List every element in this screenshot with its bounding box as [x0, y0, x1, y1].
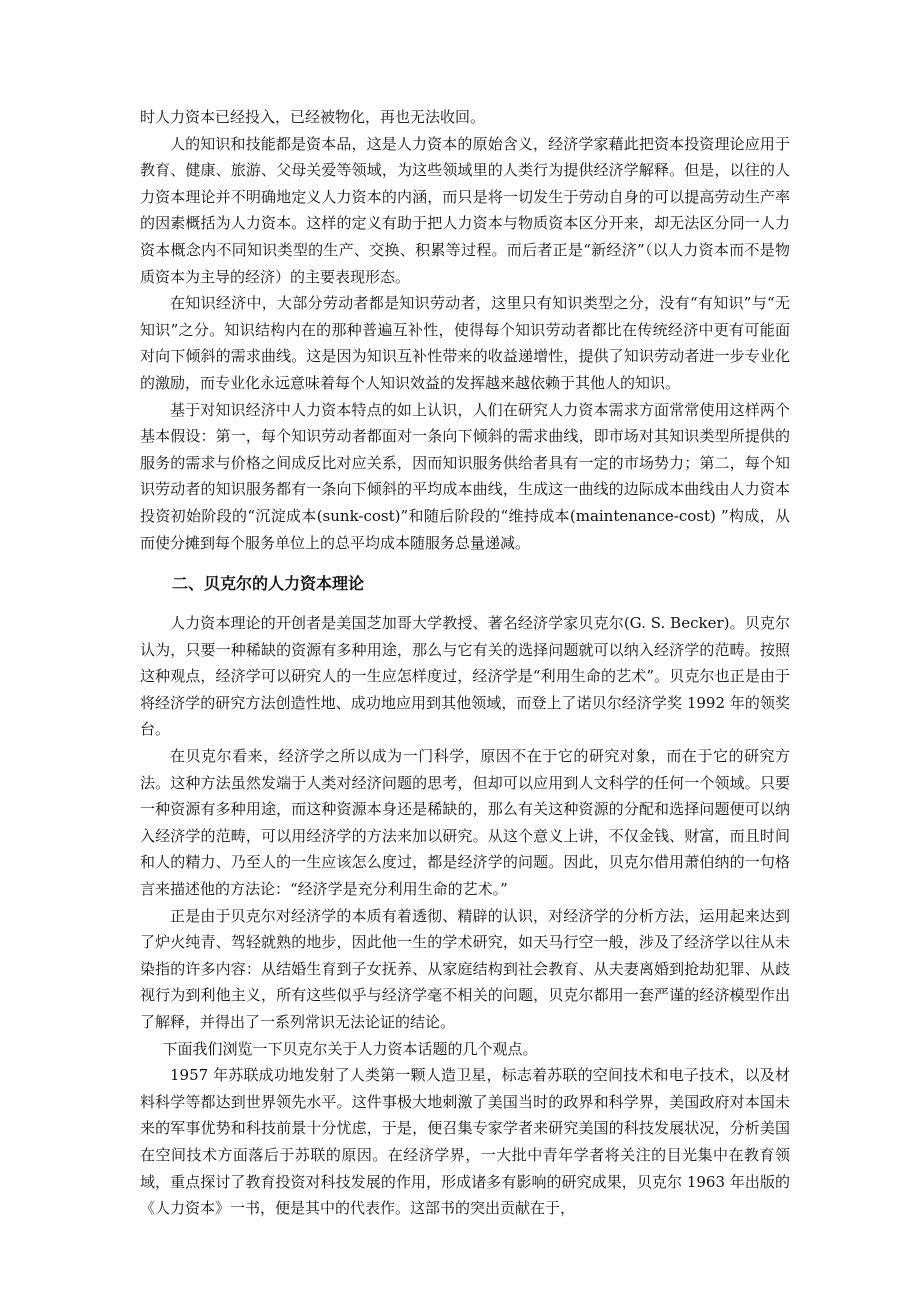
paragraph-9: 1957 年苏联成功地发射了人类第一颗人造卫星，标志着苏联的空间技术和电子技术，以及材料科学等都达到世界领先水平。这件事极大地刺激了美国当时的政界和科学界，美国政府对本国未来的军事优势和科技前景十分忧虑，于是，便召集专家学者来研究美国的科技发展状况，分析美国在空间技术方面落后于苏联的原因。在经济学界，一大批中青年学者将关注的目光集中在教育领域，重点探讨了教育投资对科技发展的作用，形成诸多有影响的研究成果，贝克尔 1963 年出版的《人力资本》一书，便是其中的代表作。这部书的突出贡献在于，	[140, 1066, 790, 1218]
paragraph-2: 人的知识和技能都是资本品，这是人力资本的原始含义，经济学家藉此把资本投资理论应用于教育、健康、旅游、父母关爱等领域，为这些领域里的人类行为提供经济学解释。但是，以往的人力资本理论并不明确地定义人力资本的内涵，而只是将一切发生于劳动自身的可以提高劳动生产率的因素概括为人力资本。这样的定义有助于把人力资本与物质资本区分开来，却无法区分同一人力资本概念内不同知识类型的生产、交换、积累等过程。而后者正是“新经济”（以人力资本而不是物质资本为主导的经济）的主要表现形态。	[140, 134, 790, 286]
paragraph-5: 人力资本理论的开创者是美国芝加哥大学教授、著名经济学家贝克尔(G. S. Becker)。贝克尔认为，只要一种稀缺的资源有多种用途，那么与它有关的选择问题就可以纳入经济学的范畴。按照这种观点，经济学可以研究人的一生应怎样度过，经济学是“利用生命的艺术”。贝克尔也正是由于将经济学的研究方法创造性地、成功地应用到其他领域，而登上了诺贝尔经济学奖 1992 年的领奖台。	[140, 614, 790, 739]
section-heading: 二、贝克尔的人力资本理论	[172, 574, 365, 594]
paragraph-4: 基于对知识经济中人力资本特点的如上认识，人们在研究人力资本需求方面常常使用这样两个基本假设：第一，每个知识劳动者都面对一条向下倾斜的需求曲线，即市场对其知识类型所提供的服务的需求与价格之间成反比对应关系，因而知识服务供给者具有一定的市场势力；第二，每个知识劳动者的知识服务都有一条向下倾斜的平均成本曲线，生成这一曲线的边际成本曲线由人力资本投资初始阶段的“沉淀成本(sunk-cost)”和随后阶段的“维持成本(maintenance-cost) ”构成，从而使分摊到每个服务单位上的总平均成本随服务总量递减。	[140, 400, 790, 552]
paragraph-6: 在贝克尔看来，经济学之所以成为一门科学，原因不在于它的研究对象，而在于它的研究方法。这种方法虽然发端于人类对经济问题的思考，但却可以应用到人文科学的任何一个领域。只要一种资源有多种用途，而这种资源本身还是稀缺的，那么有关这种资源的分配和选择问题便可以纳入经济学的范畴，可以用经济学的方法来加以研究。从这个意义上讲，不仅金钱、财富，而且时间和人的精力、乃至人的一生应该怎么度过，都是经济学的问题。因此，贝克尔借用萧伯纳的一句格言来描述他的方法论：“经济学是充分利用生命的艺术。”	[140, 747, 790, 899]
paragraph-8: 下面我们浏览一下贝克尔关于人力资本话题的几个观点。	[162, 1039, 538, 1058]
paragraph-7: 正是由于贝克尔对经济学的本质有着透彻、精辟的认识，对经济学的分析方法，运用起来达到了炉火纯青、驾轻就熟的地步，因此他一生的学术研究，如天马行空一般，涉及了经济学以往从未染指的许多内容：从结婚生育到子女抚养、从家庭结构到社会教育、从夫妻离婚到抢劫犯罪、从歧视行为到利他主义，所有这些似乎与经济学毫不相关的问题，贝克尔都用一套严谨的经济模型作出了解释，并得出了一系列常识无法论证的结论。	[140, 906, 790, 1031]
document-page	[140, 104, 790, 1222]
paragraph-1: 时人力资本已经投入，已经被物化，再也无法收回。	[140, 108, 486, 126]
paragraph-3: 在知识经济中，大部分劳动者都是知识劳动者，这里只有知识类型之分，没有“有知识”与“无知识”之分。知识结构内在的那种普遍互补性，使得每个知识劳动者都比在传统经济中更有可能面对向下倾斜的需求曲线。这是因为知识互补性带来的收益递增性，提供了知识劳动者进一步专业化的激励，而专业化永远意味着每个人知识效益的发挥越来越依赖于其他人的知识。	[140, 294, 790, 392]
